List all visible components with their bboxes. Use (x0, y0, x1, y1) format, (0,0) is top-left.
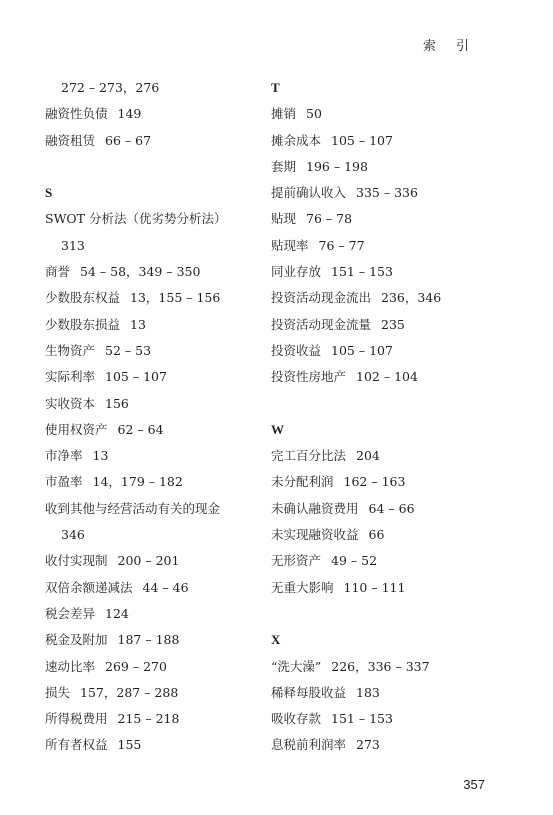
index-entry (45, 259, 275, 285)
index-term: 未分配利润 (271, 474, 334, 490)
index-entry (271, 233, 501, 259)
index-pages: 66 (368, 527, 385, 543)
index-term: 313 (61, 237, 85, 253)
index-pages: 204 (356, 448, 380, 464)
index-pages: 66 – 67 (105, 132, 152, 148)
section-spacer (45, 154, 275, 180)
index-entry (45, 206, 275, 232)
section-letter: X (271, 632, 281, 648)
index-term: 投资收益 (271, 342, 322, 358)
index-pages: 215 – 218 (117, 711, 180, 727)
index-entry (45, 469, 275, 495)
index-entry (271, 154, 501, 180)
index-pages: 13，155 – 156 (130, 290, 221, 306)
index-term: 无重大影响 (271, 579, 334, 595)
section-spacer (271, 391, 501, 417)
index-term: 无形资产 (271, 553, 322, 569)
index-pages: 13 (130, 316, 146, 332)
index-term: 稀释每股收益 (271, 684, 347, 700)
section-letter: S (45, 185, 53, 201)
index-pages: 236，346 (381, 290, 442, 306)
index-entry (45, 128, 275, 154)
index-pages: 49 – 52 (331, 553, 378, 569)
index-term: 同业存放 (271, 264, 322, 280)
index-term: 346 (61, 527, 85, 543)
index-pages: 14，179 – 182 (92, 474, 183, 490)
index-term: 摊余成本 (271, 132, 322, 148)
index-pages: 269 – 270 (105, 658, 167, 674)
index-pages: 50 (306, 106, 322, 122)
index-term: 贴现 (271, 211, 297, 227)
index-entry-continuation (45, 233, 275, 259)
index-term: 摊销 (271, 106, 297, 122)
index-pages: 54 – 58，349 – 350 (80, 264, 201, 280)
index-pages: 105 – 107 (105, 369, 167, 385)
index-term: 双倍余额递减法 (45, 579, 133, 595)
index-term: 实际利率 (45, 369, 96, 385)
index-term: 融资租赁 (45, 132, 96, 148)
index-pages: 149 (117, 106, 142, 122)
section-letter: W (271, 421, 284, 437)
index-term: 所得税费用 (45, 711, 108, 727)
index-column-right (271, 75, 501, 759)
index-pages: 335 – 336 (356, 185, 418, 201)
index-pages: 162 – 163 (343, 474, 406, 490)
index-term: 市盈率 (45, 474, 83, 490)
index-entry (45, 548, 275, 574)
index-entry (271, 101, 501, 127)
index-term: 损失 (45, 684, 71, 700)
page-number: 357 (463, 777, 485, 792)
index-entry (45, 417, 275, 443)
index-pages: 151 – 153 (331, 711, 393, 727)
index-term: SWOT 分析法（优劣势分析法） (45, 211, 227, 227)
index-pages: 76 – 77 (318, 237, 365, 253)
index-pages: 273 (356, 737, 380, 753)
index-pages: 76 – 78 (306, 211, 353, 227)
index-entry (271, 732, 501, 758)
index-entry (271, 680, 501, 706)
index-term: 商誉 (45, 264, 71, 280)
index-term: 税会差异 (45, 605, 96, 621)
index-entry (45, 285, 275, 311)
index-term: 所有者权益 (45, 737, 108, 753)
index-pages: 44 – 46 (142, 579, 189, 595)
index-entry (271, 180, 501, 206)
index-pages: 200 – 201 (117, 553, 180, 569)
index-term: 完工百分比法 (271, 448, 347, 464)
index-entry (271, 312, 501, 338)
index-term: “洗大澡” (271, 658, 322, 674)
index-term: 套期 (271, 158, 297, 174)
index-term: 收付实现制 (45, 553, 108, 569)
section-letter: T (271, 80, 280, 95)
index-term: 少数股东权益 (45, 290, 121, 306)
index-entry (271, 285, 501, 311)
index-term: 融资性负债 (45, 106, 108, 122)
index-term: 未确认融资费用 (271, 500, 359, 516)
index-pages: 52 – 53 (105, 342, 152, 358)
index-entry (271, 469, 501, 495)
index-term: 投资活动现金流出 (271, 290, 372, 306)
index-pages: 105 – 107 (331, 342, 393, 358)
index-entry (45, 443, 275, 469)
index-pages: 235 (381, 316, 405, 332)
index-entry (45, 601, 275, 627)
index-pages: 64 – 66 (368, 500, 415, 516)
index-entry (271, 206, 501, 232)
index-pages: 13 (92, 448, 109, 464)
index-entry-continuation (45, 75, 275, 101)
index-entry (271, 364, 501, 390)
index-pages: 196 – 198 (306, 158, 368, 174)
index-entry (45, 706, 275, 732)
index-entry (271, 443, 501, 469)
index-entry (271, 575, 501, 601)
index-term: 收到其他与经营活动有关的现金 (45, 500, 221, 516)
index-pages: 102 – 104 (356, 369, 418, 385)
index-term: 使用权资产 (45, 421, 108, 437)
index-entry (271, 259, 501, 285)
index-pages: 151 – 153 (331, 264, 393, 280)
index-term: 市净率 (45, 448, 83, 464)
index-entry (271, 706, 501, 732)
index-entry (271, 654, 501, 680)
index-term: 生物资产 (45, 342, 96, 358)
index-entry (271, 548, 501, 574)
index-term: 实收资本 (45, 395, 96, 411)
index-term: 投资性房地产 (271, 369, 347, 385)
index-entry (45, 575, 275, 601)
index-term: 未实现融资收益 (271, 527, 359, 543)
index-entry (271, 128, 501, 154)
index-entry (45, 338, 275, 364)
index-entry (271, 522, 501, 548)
index-pages: 187 – 188 (117, 632, 180, 648)
index-pages: 124 (105, 605, 129, 621)
index-entry (45, 627, 275, 653)
index-term: 投资活动现金流量 (271, 316, 372, 332)
index-term: 吸收存款 (271, 711, 322, 727)
index-term: 速动比率 (45, 658, 96, 674)
index-entry (45, 364, 275, 390)
index-entry (45, 101, 275, 127)
index-entry (45, 391, 275, 417)
running-header: 索 引 (422, 39, 477, 54)
index-entry (45, 654, 275, 680)
index-entry (45, 496, 275, 522)
index-pages: 105 – 107 (331, 132, 393, 148)
index-entry-continuation (45, 522, 275, 548)
index-entry (45, 680, 275, 706)
index-pages: 183 (356, 684, 380, 700)
index-column-left (45, 75, 275, 759)
index-term: 息税前利润率 (271, 737, 347, 753)
index-pages: 155 (117, 737, 142, 753)
index-term: 贴现率 (271, 237, 309, 253)
index-pages: 62 – 64 (117, 421, 164, 437)
index-pages: 156 (105, 395, 129, 411)
index-term: 272 – 273，276 (61, 80, 160, 95)
index-entry (271, 496, 501, 522)
index-term: 提前确认收入 (271, 185, 347, 201)
index-entry (271, 338, 501, 364)
index-term: 税金及附加 (45, 632, 108, 648)
index-pages: 157，287 – 288 (80, 684, 179, 700)
index-pages: 110 – 111 (343, 579, 406, 595)
index-pages: 226，336 – 337 (331, 658, 430, 674)
index-entry (45, 312, 275, 338)
index-term: 少数股东损益 (45, 316, 121, 332)
index-entry (45, 732, 275, 758)
section-spacer (271, 601, 501, 627)
